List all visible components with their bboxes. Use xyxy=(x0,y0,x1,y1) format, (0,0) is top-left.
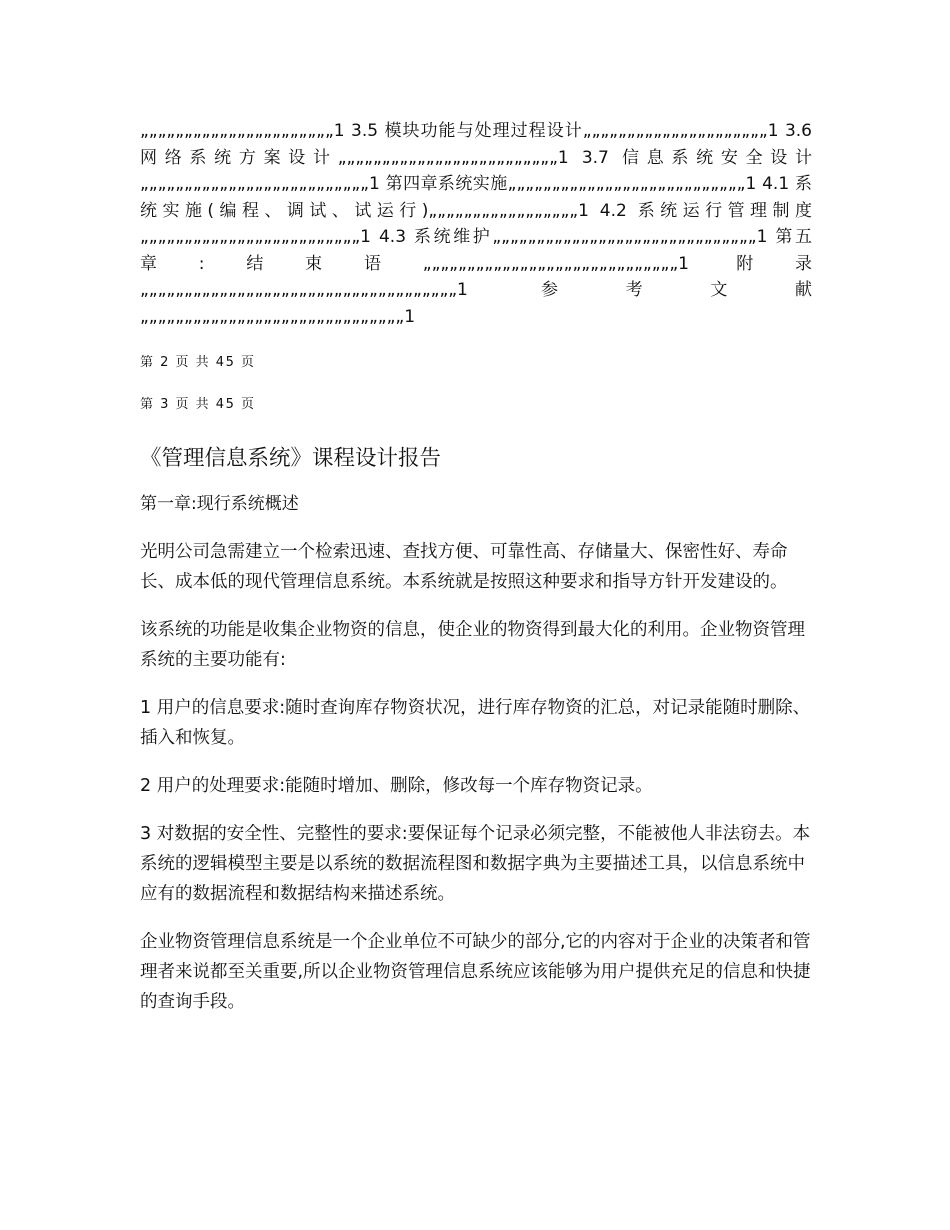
page-number-header: 第 3 页 共 45 页 xyxy=(140,397,256,412)
document-page xyxy=(140,118,812,1017)
document-title: 《管理信息系统》课程设计报告 xyxy=(140,446,442,471)
paragraph: 3 对数据的安全性、完整性的要求:要保证每个记录必须完整，不能被他人非法窃去。本系统的逻辑模型主要是以系统的数据流程图和数据字典为主要描述工具，以信息系统中应有的数据流程和数据结构来描述系统。 xyxy=(140,824,811,904)
paragraph: 2 用户的处理要求:能随时增加、删除，修改每一个库存物资记录。 xyxy=(140,776,653,796)
paragraph: 光明公司急需建立一个检索迅速、查找方便、可靠性高、存储量大、保密性好、寿命长、成本低的现代管理信息系统。本系统就是按照这种要求和指导方针开发建设的。 xyxy=(140,542,788,592)
paragraph: 1 用户的信息要求:随时查询库存物资状况，进行库存物资的汇总，对记录能随时删除、插入和恢复。 xyxy=(140,698,811,748)
chapter-heading: 第一章:现行系统概述 xyxy=(140,494,299,514)
table-of-contents: „„„„„„„„„„„„„„„„„„„„„„1 3.5 模块功能与处理过程设计„„„„„„„„„„„„„„„„„„„„„1 3.6 网络系统方案设计„„„„„„„„„„„„„„„„„„„„„„„„„1 3.7 信息系统安全设计„„„„„„„„„„„„„„„„„„„„„„„„„„1 第四章系统实施„„„„„„„„„„„„„„„„„„„„„„„„„„„1 4.1 系统实施(编程、调试、试运行)„„„„„„„„„„„„„„„„„1 4.2 系统运行管理制度„„„„„„„„„„„„„„„„„„„„„„„„„1 4.3 系统维护„„„„„„„„„„„„„„„„„„„„„„„„„„„„„„1 第五章:结束语„„„„„„„„„„„„„„„„„„„„„„„„„„„„„1 附录„„„„„„„„„„„„„„„„„„„„„„„„„„„„„„„„„„„„1 参考文献„„„„„„„„„„„„„„„„„„„„„„„„„„„„„„1 xyxy=(140,121,812,327)
paragraph: 该系统的功能是收集企业物资的信息，使企业的物资得到最大化的利用。企业物资管理系统的主要功能有: xyxy=(140,620,805,670)
paragraph: 企业物资管理信息系统是一个企业单位不可缺少的部分,它的内容对于企业的决策者和管理者来说都至关重要,所以企业物资管理信息系统应该能够为用户提供充足的信息和快捷的查询手段。 xyxy=(140,932,811,1012)
page-number-footer: 第 2 页 共 45 页 xyxy=(140,355,256,370)
